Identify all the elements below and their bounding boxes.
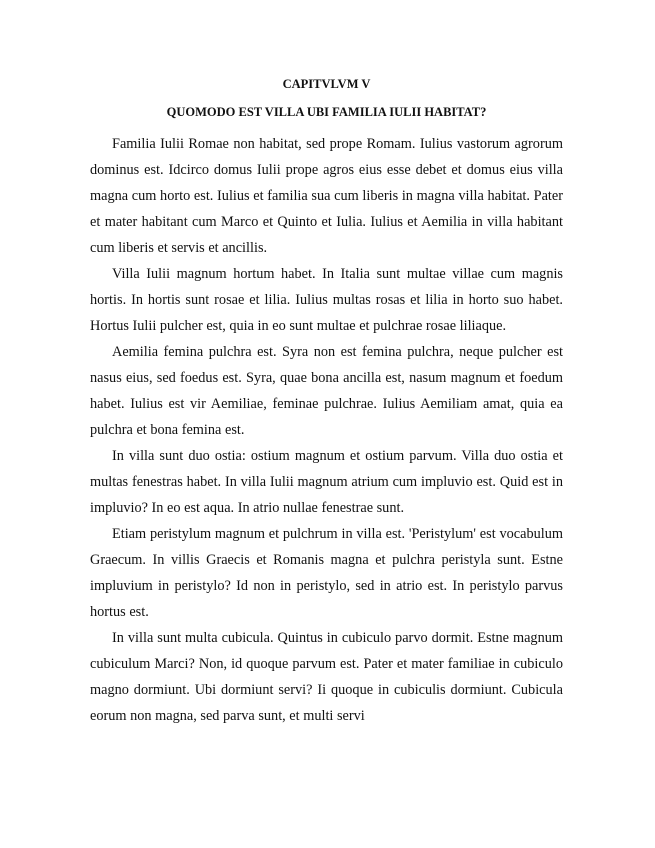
paragraph: Villa Iulii magnum hortum habet. In Italia sunt multae villae cum magnis hortis. In hortis sunt rosae et lilia. Iulius multas rosas et lilia in horto suo habet. Hortus Iulii pulcher est, quia in eo sunt multae et pulchrae rosae liliaque.: [90, 266, 563, 334]
paragraph: Etiam peristylum magnum et pulchrum in villa est. 'Peristylum' est vocabulum Graecum. In villis Graecis et Romanis magna et pulchra peristyla sunt. Estne impluvium in peristylo? Id non in peristylo, sed in atrio est. In peristylo parvus hortus est.: [90, 526, 563, 620]
paragraph: Aemilia femina pulchra est. Syra non est femina pulchra, neque pulcher est nasus eius, sed foedus est. Syra, quae bona ancilla est, nasum magnum et foedum habet. Iulius est vir Aemiliae, feminae pulchrae. Iulius Aemiliam amat, quia ea pulchra et bona femina est.: [90, 344, 563, 438]
paragraph: In villa sunt duo ostia: ostium magnum et ostium parvum. Villa duo ostia et multas fenestras habet. In villa Iulii magnum atrium cum impluvio est. Quid est in impluvio? In eo est aqua. In atrio nullae fenestrae sunt.: [90, 448, 563, 516]
paragraph: Familia Iulii Romae non habitat, sed prope Romam. Iulius vastorum agrorum dominus est. Idcirco domus Iulii prope agros eius esse debet et domus eius villa magna cum horto est. Iulius et familia sua cum liberis in magna villa habitat. Pater et mater habitant cum Marco et Quinto et Iulia. Iulius et Aemilia in villa habitant cum liberis et servis et ancillis.: [90, 136, 563, 256]
section-title: QUOMODO EST VILLA UBI FAMILIA IULII HABITAT?: [166, 105, 487, 119]
body-text: [90, 131, 563, 729]
chapter-title: CAPITVLVM V: [282, 77, 371, 91]
paragraph: In villa sunt multa cubicula. Quintus in cubiculo parvo dormit. Estne magnum cubiculum Marci? Non, id quoque parvum est. Pater et mater familiae in cubiculo magno dormiunt. Ubi dormiunt servi? Ii quoque in cubiculis dormiunt. Cubicula eorum non magna, sed parva sunt, et multi servi: [90, 630, 563, 724]
